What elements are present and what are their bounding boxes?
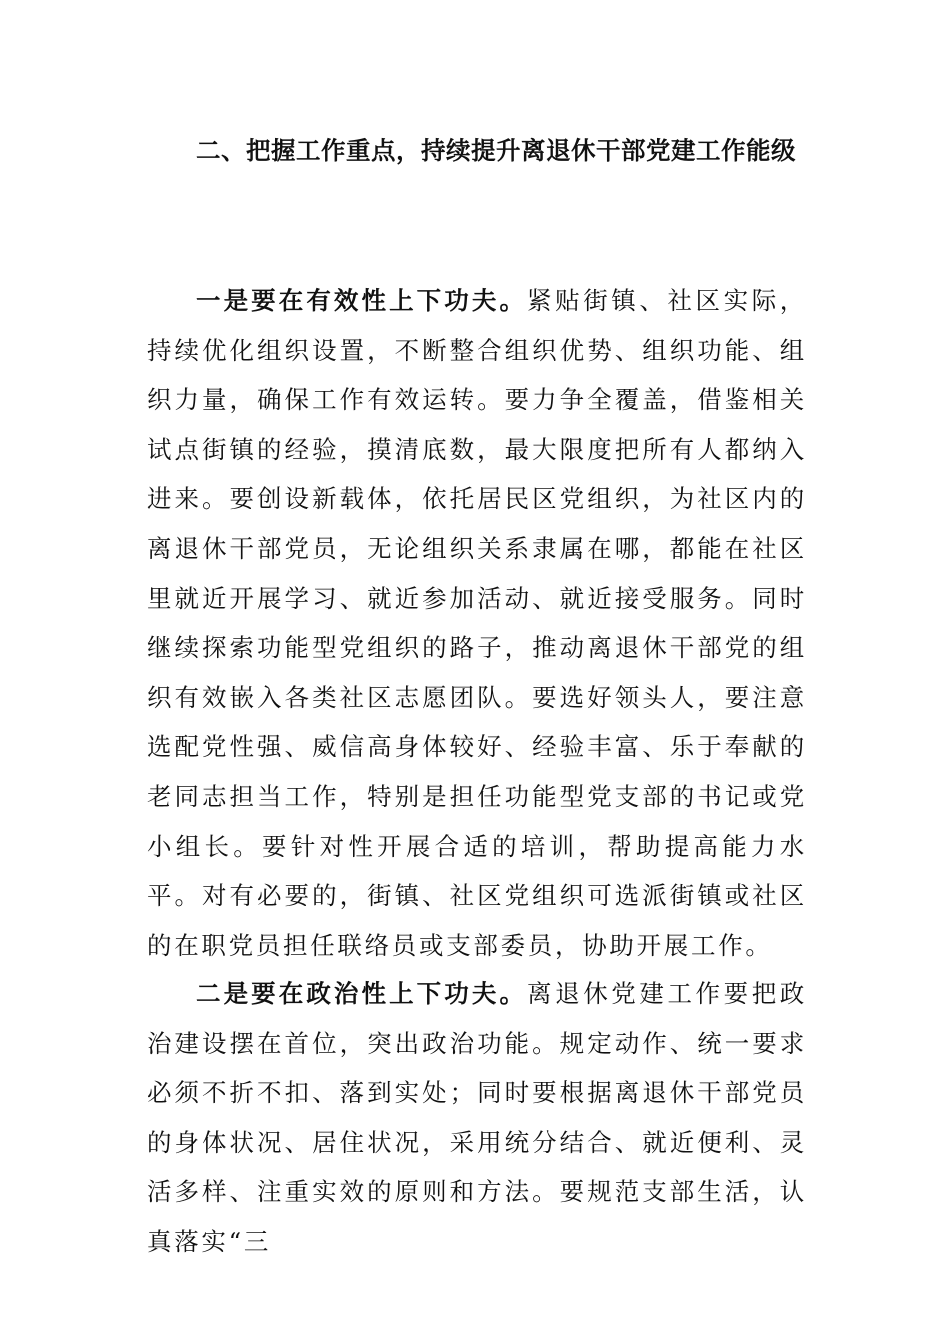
section-heading: 二、把握工作重点，持续提升离退休干部党建工作能级	[196, 136, 796, 165]
paragraph-body: 紧贴街镇、社区实际，持续优化组织设置，不断整合组织优势、组织功能、组织力量，确保工作有效运转。要力争全覆盖，借鉴相关试点街镇的经验，摸清底数，最大限度把所有人都纳入进来。要创设新载体，依托居民区党组织，为社区内的离退休干部党员，无论组织关系隶属在哪，都能在社区里就近开展学习、就近参加活动、就近接受服务。同时继续探索功能型党组织的路子，推动离退休干部党的组织有效嵌入各类社区志愿团队。要选好领头人，要注意选配党性强、威信高身体较好、经验丰富、乐于奉献的老同志担当工作，特别是担任功能型党支部的书记或党小组长。要针对性开展合适的培训，帮助提高能力水平。对有必要的，街镇、社区党组织可选派街镇或社区的在职党员担任联络员或支部委员，协助开展工作。	[147, 286, 807, 960]
paragraph-body: 离退休党建工作要把政治建设摆在首位，突出政治功能。规定动作、统一要求必须不折不扣、落到实处；同时要根据离退休干部党员的身体状况、居住状况，采用统分结合、就近便利、灵活多样、注重实效的原则和方法。要规范支部生活，认真落实“三	[147, 979, 807, 1256]
paragraph-lead: 二是要在政治性上下功夫。	[196, 979, 528, 1008]
paragraph-lead: 一是要在有效性上下功夫。	[196, 286, 528, 315]
paragraph-effectiveness	[147, 276, 807, 970]
paragraph-political	[147, 969, 807, 1267]
